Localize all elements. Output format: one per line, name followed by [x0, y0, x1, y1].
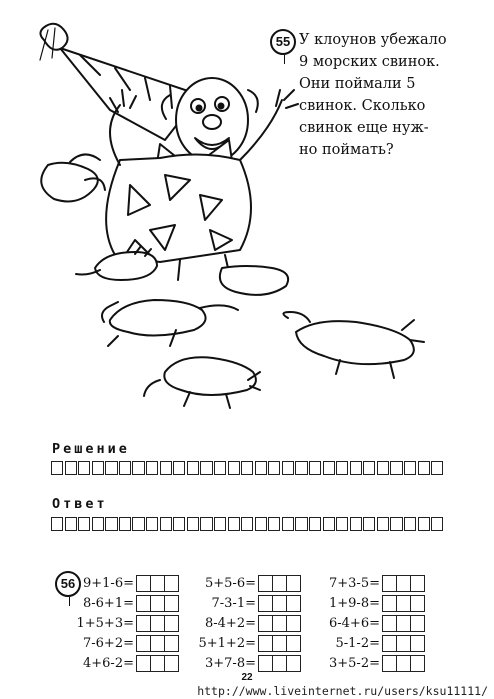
guinea-pig-2	[102, 300, 238, 346]
writing-cell[interactable]	[214, 461, 226, 475]
exercise-row	[196, 653, 301, 673]
writing-cell[interactable]	[268, 461, 280, 475]
exercise-row	[196, 613, 301, 633]
exercise-row	[196, 633, 301, 653]
solution-label: Решение	[52, 441, 130, 457]
writing-cell[interactable]	[51, 461, 63, 475]
writing-cell[interactable]	[336, 461, 348, 475]
exercise-row	[74, 633, 179, 653]
solution-cells[interactable]	[51, 461, 445, 475]
exercise-column-2	[196, 573, 301, 673]
writing-cell[interactable]	[132, 517, 144, 531]
writing-cell[interactable]	[119, 461, 131, 475]
exercise-expression: 5-1-2=	[335, 635, 380, 651]
exercise-column-3	[320, 573, 425, 673]
exercise-expression: 1+5+3=	[76, 615, 134, 631]
exercise-column-1	[74, 573, 179, 673]
footer-url[interactable]: http://www.liveinternet.ru/users/ksu11111/	[197, 684, 488, 698]
exercise-expression: 7-6+2=	[83, 635, 134, 651]
problem-line: Они поймали 5	[299, 76, 416, 92]
writing-cell[interactable]	[78, 517, 90, 531]
task-number-55: 55	[270, 29, 296, 55]
writing-cell[interactable]	[200, 517, 212, 531]
exercise-row	[320, 573, 425, 593]
writing-cell[interactable]	[431, 461, 443, 475]
exercise-row	[74, 653, 179, 673]
answer-boxes[interactable]	[383, 655, 425, 672]
writing-cell[interactable]	[92, 517, 104, 531]
writing-cell[interactable]	[105, 461, 117, 475]
exercise-expression: 3+7-8=	[205, 655, 256, 671]
writing-cell[interactable]	[309, 517, 321, 531]
problem-line: У клоунов убежало	[299, 32, 447, 48]
exercise-row	[320, 653, 425, 673]
writing-cell[interactable]	[146, 517, 158, 531]
exercise-expression: 8-6+1=	[83, 595, 134, 611]
writing-cell[interactable]	[295, 461, 307, 475]
writing-cell[interactable]	[187, 461, 199, 475]
exercise-expression: 5+5-6=	[205, 575, 256, 591]
answer-label: Ответ	[52, 496, 108, 512]
writing-cell[interactable]	[323, 517, 335, 531]
exercise-row	[74, 593, 179, 613]
writing-cell[interactable]	[214, 517, 226, 531]
writing-cell[interactable]	[323, 461, 335, 475]
exercise-row	[196, 573, 301, 593]
writing-cell[interactable]	[418, 517, 430, 531]
writing-cell[interactable]	[187, 517, 199, 531]
writing-cell[interactable]	[418, 461, 430, 475]
exercise-row	[74, 573, 179, 593]
writing-cell[interactable]	[295, 517, 307, 531]
writing-cell[interactable]	[268, 517, 280, 531]
exercise-row	[74, 613, 179, 633]
exercise-expression: 9+1-6=	[83, 575, 134, 591]
writing-cell[interactable]	[431, 517, 443, 531]
exercise-expression: 8-4+2=	[205, 615, 256, 631]
writing-cell[interactable]	[119, 517, 131, 531]
problem-line: свинок. Сколько	[299, 98, 426, 114]
writing-cell[interactable]	[404, 517, 416, 531]
writing-cell[interactable]	[51, 517, 63, 531]
answer-boxes[interactable]	[259, 635, 301, 652]
task-number-56: 56	[55, 571, 81, 597]
answer-boxes[interactable]	[137, 635, 179, 652]
exercise-expression: 1+9-8=	[329, 595, 380, 611]
task-55-text	[299, 29, 485, 161]
exercise-row	[196, 593, 301, 613]
writing-cell[interactable]	[377, 517, 389, 531]
problem-line: 9 морских свинок.	[299, 54, 440, 70]
answer-boxes[interactable]	[383, 575, 425, 592]
writing-cell[interactable]	[255, 461, 267, 475]
writing-cell[interactable]	[105, 517, 117, 531]
writing-cell[interactable]	[282, 517, 294, 531]
answer-boxes[interactable]	[137, 575, 179, 592]
problem-line: но поймать?	[299, 142, 394, 158]
writing-cell[interactable]	[390, 517, 402, 531]
answer-boxes[interactable]	[383, 615, 425, 632]
exercise-expression: 7-3-1=	[211, 595, 256, 611]
writing-cell[interactable]	[65, 517, 77, 531]
answer-boxes[interactable]	[259, 575, 301, 592]
writing-cell[interactable]	[200, 461, 212, 475]
answer-boxes[interactable]	[259, 655, 301, 672]
exercise-expression: 4+6-2=	[83, 655, 134, 671]
writing-cell[interactable]	[132, 461, 144, 475]
exercise-expression: 3+5-2=	[329, 655, 380, 671]
writing-cell[interactable]	[173, 517, 185, 531]
writing-cell[interactable]	[160, 517, 172, 531]
writing-cell[interactable]	[255, 517, 267, 531]
exercise-row	[320, 613, 425, 633]
writing-cell[interactable]	[228, 461, 240, 475]
answer-boxes[interactable]	[137, 595, 179, 612]
writing-cell[interactable]	[241, 461, 253, 475]
exercise-expression: 7+3-5=	[329, 575, 380, 591]
writing-cell[interactable]	[228, 517, 240, 531]
clown-shoe	[220, 266, 288, 295]
writing-cell[interactable]	[309, 461, 321, 475]
writing-cell[interactable]	[65, 461, 77, 475]
exercise-row	[320, 593, 425, 613]
writing-cell[interactable]	[390, 461, 402, 475]
answer-boxes[interactable]	[383, 595, 425, 612]
writing-cell[interactable]	[404, 461, 416, 475]
guinea-pig-4	[283, 312, 424, 378]
guinea-pig-3	[144, 357, 260, 408]
writing-cell[interactable]	[241, 517, 253, 531]
writing-cell[interactable]	[160, 461, 172, 475]
answer-boxes[interactable]	[383, 635, 425, 652]
writing-cell[interactable]	[78, 461, 90, 475]
writing-cell[interactable]	[282, 461, 294, 475]
writing-cell[interactable]	[350, 517, 362, 531]
answer-boxes[interactable]	[137, 615, 179, 632]
answer-boxes[interactable]	[259, 595, 301, 612]
exercise-row	[320, 633, 425, 653]
problem-line: свинок еще нуж-	[299, 120, 429, 136]
exercise-expression: 5+1+2=	[198, 635, 256, 651]
page-number: 22	[241, 672, 253, 683]
exercise-expression: 6-4+6=	[329, 615, 380, 631]
writing-cell[interactable]	[146, 461, 158, 475]
writing-cell[interactable]	[363, 517, 375, 531]
writing-cell[interactable]	[377, 461, 389, 475]
answer-boxes[interactable]	[137, 655, 179, 672]
answer-boxes[interactable]	[259, 615, 301, 632]
writing-cell[interactable]	[363, 461, 375, 475]
writing-cell[interactable]	[336, 517, 348, 531]
writing-cell[interactable]	[92, 461, 104, 475]
writing-cell[interactable]	[173, 461, 185, 475]
answer-cells[interactable]	[51, 517, 445, 531]
writing-cell[interactable]	[350, 461, 362, 475]
